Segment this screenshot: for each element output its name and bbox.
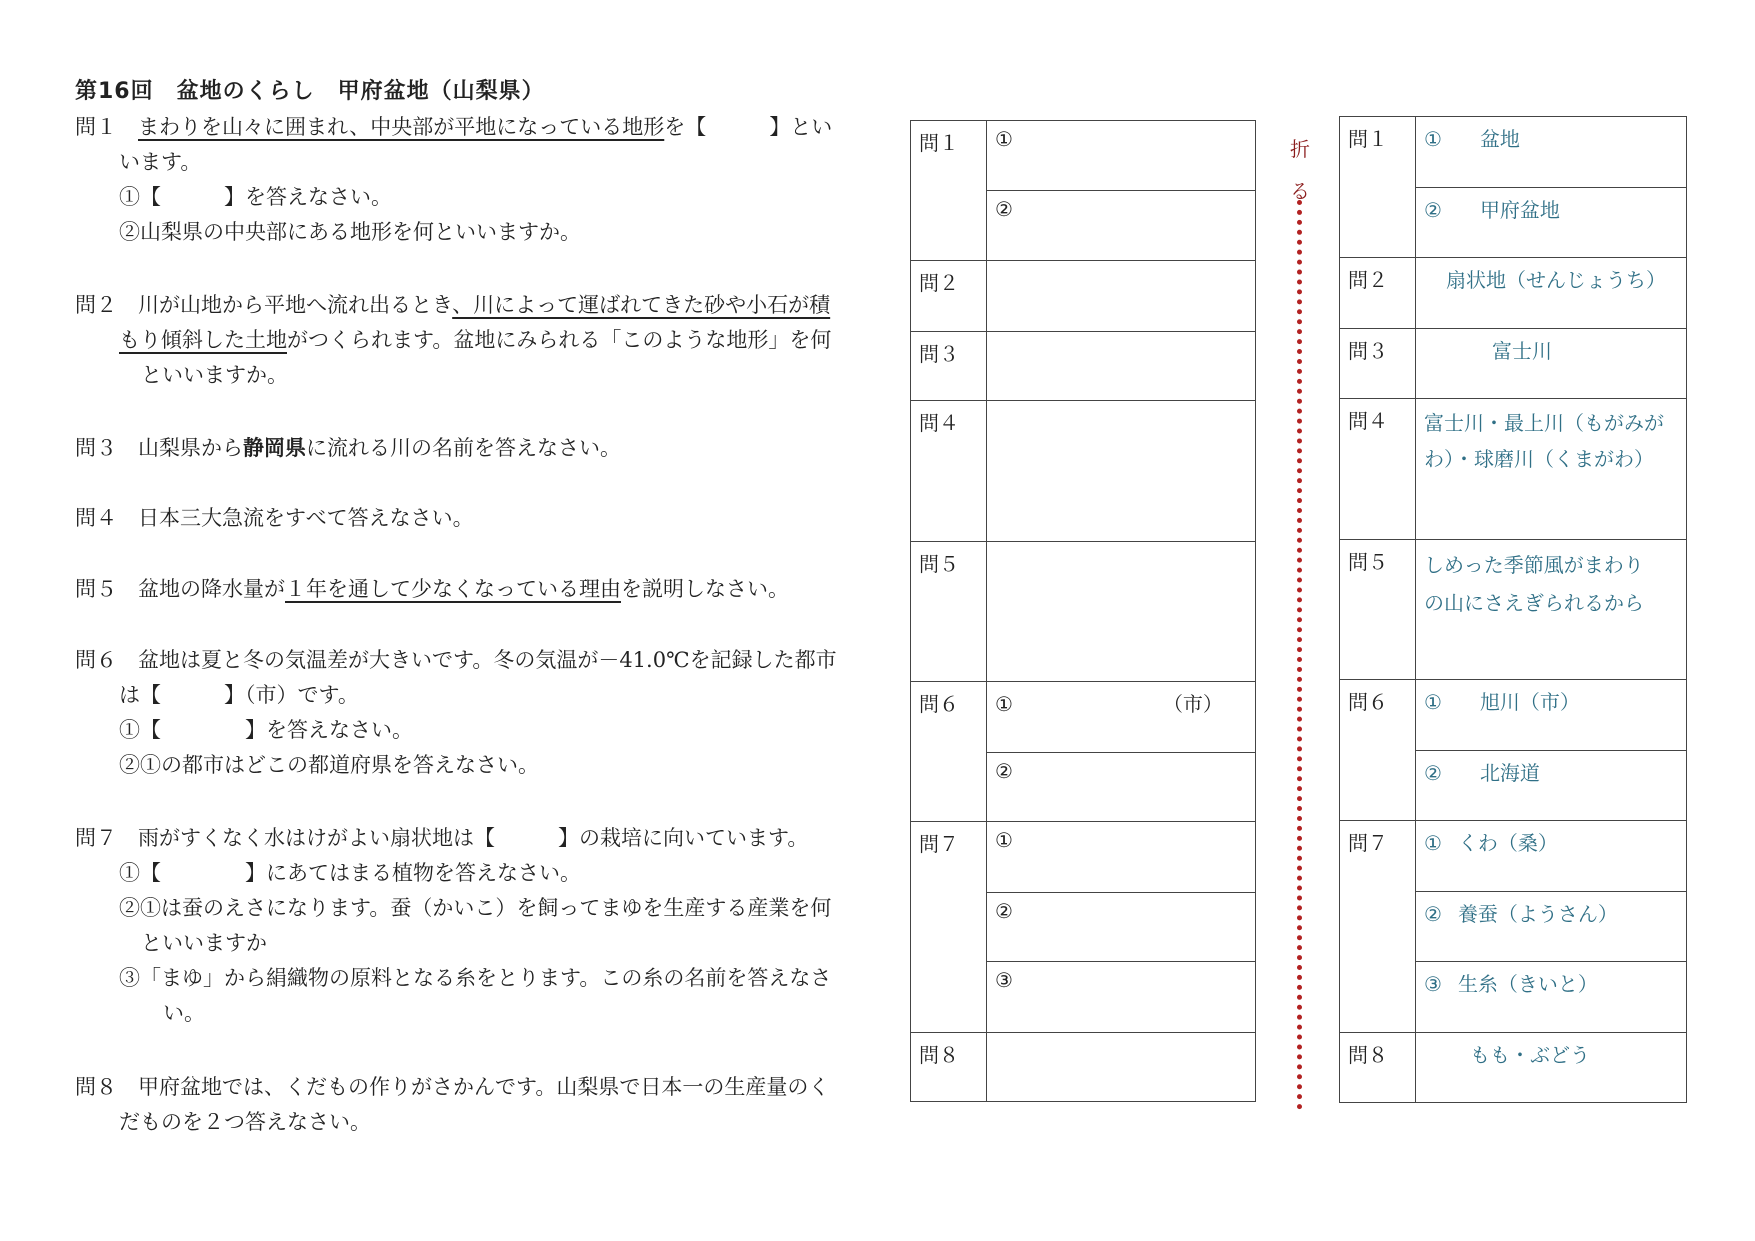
- question-4: [75, 501, 865, 536]
- answer-q1-2: 甲府盆地: [1479, 198, 1560, 222]
- question-6: [75, 643, 865, 783]
- answer-q6-1: 旭川（市）: [1479, 690, 1580, 714]
- question-2: [75, 288, 865, 393]
- key-label-q7: 問７: [1340, 821, 1416, 1033]
- q3-bold: 静岡県: [243, 435, 306, 460]
- q5-underlined: １年を通して少なくなっている理由: [285, 577, 621, 601]
- answer-q6-2: 北海道: [1479, 761, 1540, 785]
- key-cell-q2: [1416, 258, 1687, 329]
- blank-label-q3: 問３: [911, 332, 987, 401]
- q8-text: 問８ 甲府盆地では、くだもの作りがさかんです。山梨県で日本一の生産量のく: [75, 1075, 830, 1099]
- answer-q4-line2: わ）・球磨川（くまがわ）: [1424, 447, 1654, 471]
- q7-text: 問７ 雨がすくなく水はけがよい扇状地は【 】の栽培に向いています。: [75, 826, 809, 850]
- answer-q7-1: くわ（桑）: [1457, 831, 1558, 855]
- question-3: [75, 430, 865, 466]
- blank-cell-q4[interactable]: [987, 401, 1256, 542]
- answer-key: [1339, 116, 1687, 1103]
- q5-text: 問５ 盆地の降水量が: [75, 577, 285, 601]
- blank-cell-q2[interactable]: [987, 261, 1256, 332]
- key-label-q6: 問６: [1340, 680, 1416, 821]
- fold-dotted-line: [1297, 200, 1302, 1110]
- q6-sub-2: ②①の都市はどこの都道府県を答えなさい。: [119, 753, 539, 777]
- blank-cell-q1-1[interactable]: [987, 121, 1256, 191]
- key-cell-q5: [1416, 540, 1687, 680]
- key-cell-q3: [1416, 329, 1687, 399]
- key-label-q1: 問１: [1340, 117, 1416, 258]
- blank-label-q6: 問６: [911, 682, 987, 822]
- key-cell-q7-1: ① くわ（桑）: [1416, 821, 1687, 892]
- answer-sheet-blank: [910, 120, 1256, 1102]
- blank-label-q5: 問５: [911, 542, 987, 682]
- q4-text: 問４ 日本三大急流をすべて答えなさい。: [75, 506, 474, 530]
- key-cell-q6-2: ② 北海道: [1416, 751, 1687, 821]
- mark-1: ①: [995, 127, 1013, 151]
- key-label-q5: 問５: [1340, 540, 1416, 680]
- blank-label-q1: 問１: [911, 121, 987, 261]
- blank-cell-q1-2[interactable]: [987, 191, 1256, 261]
- q2-underlined-1: 、川によって運ばれてきた砂や小石が積: [452, 293, 831, 317]
- q2-underlined-2: もり傾斜した土地: [119, 328, 287, 352]
- blank-cell-q8[interactable]: [987, 1033, 1256, 1102]
- q5-text-end: を説明しなさい。: [621, 577, 789, 601]
- q2-text-end: といいますか。: [141, 363, 288, 387]
- key-cell-q7-2: ② 養蚕（ようさん）: [1416, 892, 1687, 962]
- key-label-q4: 問４: [1340, 399, 1416, 540]
- mark-1: ①: [995, 828, 1013, 852]
- q3-text-end: に流れる川の名前を答えなさい。: [306, 436, 621, 460]
- blank-label-q7: 問７: [911, 822, 987, 1033]
- q3-text: 問３ 山梨県から: [75, 436, 243, 460]
- q1-label: 問１: [75, 115, 138, 139]
- answer-q1-1: 盆地: [1479, 127, 1520, 151]
- question-7: [75, 821, 865, 1031]
- question-5: [75, 572, 865, 607]
- key-cell-q6-1: ① 旭川（市）: [1416, 680, 1687, 751]
- answer-q5-line1: しめった季節風がまわり: [1424, 553, 1644, 577]
- key-label-q3: 問３: [1340, 329, 1416, 399]
- question-8: [75, 1070, 865, 1140]
- q1-text-cont: います。: [119, 150, 202, 174]
- q1-text: を【 】とい: [664, 115, 833, 139]
- q1-sub-2: ②山梨県の中央部にある地形を何といいますか。: [119, 220, 581, 244]
- blank-cell-q7-1[interactable]: [987, 822, 1256, 893]
- fold-label: 折 る: [1290, 137, 1310, 203]
- key-cell-q8: [1416, 1033, 1687, 1103]
- blank-cell-q6-1[interactable]: [987, 682, 1256, 753]
- q7-sub-1: ①【 】にあてはまる植物を答えなさい。: [119, 861, 581, 885]
- mark-2: ②: [995, 759, 1013, 783]
- q7-sub-3: ③「まゆ」から絹織物の原料となる糸をとります。この糸の名前を答えなさ: [119, 966, 832, 990]
- answer-q5-line2: の山にさえぎられるから: [1424, 591, 1644, 615]
- answer-q8: もも・ぶどう: [1470, 1043, 1590, 1067]
- blank-label-q8: 問８: [911, 1033, 987, 1102]
- q1-sub-1: ①【 】を答えなさい。: [119, 185, 392, 209]
- answer-q7-3: 生糸（きいと）: [1457, 972, 1598, 996]
- answer-q2: 扇状地（せんじょうち）: [1446, 268, 1666, 292]
- q2-text: 問２ 川が山地から平地へ流れ出るとき: [75, 293, 453, 317]
- blank-cell-q7-2[interactable]: [987, 893, 1256, 962]
- mark-2: ②: [995, 197, 1013, 221]
- blank-cell-q3[interactable]: [987, 332, 1256, 401]
- key-cell-q1-2: ② 甲府盆地: [1416, 188, 1687, 258]
- blank-cell-q7-3[interactable]: [987, 962, 1256, 1033]
- city-suffix: （市）: [1162, 692, 1223, 716]
- page-title: 第16回 盆地のくらし 甲府盆地（山梨県）: [75, 79, 545, 104]
- key-cell-q7-3: ③ 生糸（きいと）: [1416, 962, 1687, 1033]
- q6-sub-1: ①【 】を答えなさい。: [119, 718, 413, 742]
- mark-3: ③: [995, 968, 1013, 992]
- answer-q4-line1: 富士川・最上川（もがみが: [1424, 411, 1664, 435]
- q7-sub-3-cont: い。: [163, 1001, 205, 1025]
- q1-underlined: まわりを山々に囲まれ、中央部が平地になっている地形: [138, 115, 665, 139]
- q8-text-cont: だものを２つ答えなさい。: [119, 1110, 371, 1134]
- answer-q3: 富士川: [1492, 339, 1552, 363]
- blank-cell-q6-2[interactable]: [987, 753, 1256, 822]
- mark-2: ②: [995, 899, 1013, 923]
- q7-sub-2: ②①は蚕のえさになります。蚕（かいこ）を飼ってまゆを生産する産業を何: [119, 896, 832, 920]
- blank-label-q2: 問２: [911, 261, 987, 332]
- q7-sub-2-cont: といいますか: [141, 931, 267, 955]
- key-label-q2: 問２: [1340, 258, 1416, 329]
- mark-1: ①: [995, 692, 1013, 716]
- blank-cell-q5[interactable]: [987, 542, 1256, 682]
- key-label-q8: 問８: [1340, 1033, 1416, 1103]
- key-cell-q1-1: ① 盆地: [1416, 117, 1687, 188]
- question-1: [75, 110, 865, 250]
- q6-text-cont: は【 】（市）です。: [119, 683, 359, 707]
- key-cell-q4: [1416, 399, 1687, 540]
- q2-text-cont: がつくられます。盆地にみられる「このような地形」を何: [287, 328, 832, 352]
- blank-label-q4: 問４: [911, 401, 987, 542]
- q6-text: 問６ 盆地は夏と冬の気温差が大きいです。冬の気温が－41.0℃を記録した都市: [75, 648, 837, 672]
- answer-q7-2: 養蚕（ようさん）: [1457, 902, 1618, 926]
